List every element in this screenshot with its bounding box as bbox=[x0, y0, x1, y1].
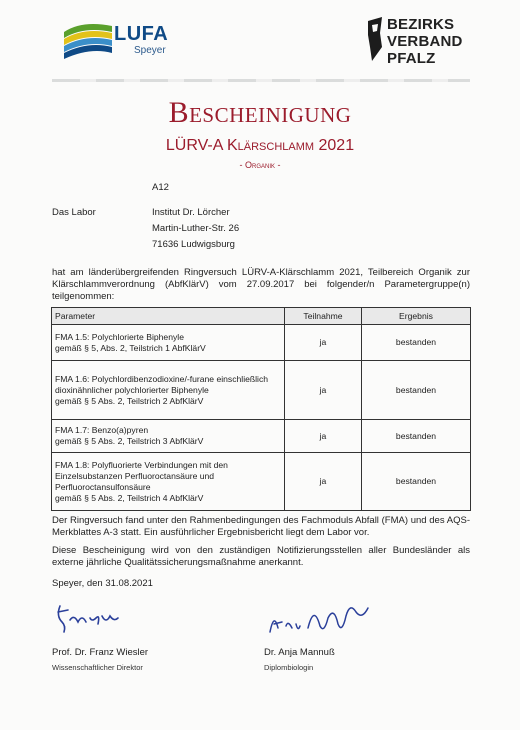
parameter-reference: gemäß § 5 Abs. 2, Teilstrich 4 AbfKlärV bbox=[55, 492, 204, 503]
header-result: Ergebnis bbox=[362, 308, 471, 325]
place-date: Speyer, den 31.08.2021 bbox=[52, 578, 153, 589]
signatory-role: Wissenschaftlicher Direktor bbox=[52, 663, 143, 672]
lufa-name: LUFA bbox=[114, 23, 169, 45]
results-table bbox=[51, 307, 471, 511]
signatory-name: Dr. Anja Mannuß bbox=[264, 647, 335, 658]
header-participation: Teilnahme bbox=[285, 308, 362, 325]
parameter-cell bbox=[52, 325, 285, 361]
parameter-name: FMA 1.7: Benzo(a)pyren bbox=[55, 425, 149, 435]
lufa-location: Speyer bbox=[134, 45, 166, 56]
intro-paragraph: hat am länderübergreifenden Ringversuch LÜRV-A-Klärschlamm 2021, Teilbereich Organik zur Klärschlammverordnung (AbfKlärV) vom 27.09.2017 bei folgender/n Parametergruppe(n) teilgenommen: bbox=[52, 267, 470, 302]
signatory-name: Prof. Dr. Franz Wiesler bbox=[52, 647, 149, 658]
table-row bbox=[52, 325, 471, 361]
result-cell: bestanden bbox=[362, 420, 471, 453]
lion-emblem-icon bbox=[366, 17, 384, 63]
parameter-name: FMA 1.5: Polychlorierte Biphenyle bbox=[55, 331, 184, 342]
signatory-role: Diplombiologin bbox=[264, 663, 314, 672]
bezirksverband-logo bbox=[366, 13, 476, 73]
document-title: Bescheinigung bbox=[168, 96, 352, 129]
participation-cell: ja bbox=[285, 420, 362, 453]
signature-wiesler bbox=[52, 600, 122, 636]
participant-code: A12 bbox=[152, 182, 169, 193]
parameter-reference: gemäß § 5 Abs. 2, Teilstrich 3 AbfKlärV bbox=[55, 436, 204, 446]
header-parameter: Parameter bbox=[52, 308, 285, 325]
header-divider bbox=[52, 79, 470, 82]
parameter-cell bbox=[52, 420, 285, 453]
lab-city: 71636 Ludwigsburg bbox=[152, 239, 235, 250]
parameter-reference: gemäß § 5 Abs. 2, Teilstrich 2 AbfKlärV bbox=[55, 395, 204, 406]
parameter-cell bbox=[52, 453, 285, 511]
participation-cell: ja bbox=[285, 361, 362, 420]
lufa-wave-icon bbox=[62, 18, 114, 62]
result-cell: bestanden bbox=[362, 325, 471, 361]
table-header-row bbox=[52, 308, 471, 325]
table-row bbox=[52, 361, 471, 420]
result-cell: bestanden bbox=[362, 361, 471, 420]
signature-mannuss bbox=[264, 598, 374, 642]
table-row bbox=[52, 420, 471, 453]
lab-street: Martin-Luther-Str. 26 bbox=[152, 223, 240, 234]
table-row bbox=[52, 453, 471, 511]
framework-paragraph: Der Ringversuch fand unter den Rahmenbedingungen des Fachmoduls Abfall (FMA) und des AQS-Merkblattes A-3 statt. Ein ausführlicher Ergebnisbericht liegt dem Labor vor. bbox=[52, 515, 470, 538]
participation-cell: ja bbox=[285, 453, 362, 511]
document-subtitle: LÜRV-A Klärschlamm 2021 bbox=[165, 137, 355, 154]
bv-line-3: PFALZ bbox=[387, 50, 436, 67]
lufa-logo bbox=[62, 18, 174, 64]
parameter-cell bbox=[52, 361, 285, 420]
parameter-name: FMA 1.8: Polyfluorierte Verbindungen mit den Einzelsubstanzen Perfluoroctansäure und Perfluoroctansulfonsäure bbox=[55, 459, 228, 492]
lab-name: Institut Dr. Lörcher bbox=[152, 207, 230, 218]
bv-line-2: VERBAND bbox=[387, 33, 463, 50]
recognition-paragraph: Diese Bescheinigung wird von den zuständigen Notifizierungsstellen aller Bundesländer als externe jährliche Qualitätssicherungsmaßnahme anerkannt. bbox=[52, 545, 470, 568]
participation-cell: ja bbox=[285, 325, 362, 361]
parameter-reference: gemäß § 5, Abs. 2, Teilstrich 1 AbfKlärV bbox=[55, 342, 206, 353]
result-cell: bestanden bbox=[362, 453, 471, 511]
parameter-name: FMA 1.6: Polychlordibenzodioxine/-furane einschließlich dioxinähnlicher polychlorierter Biphenyle bbox=[55, 373, 269, 395]
document-category: - Organik - bbox=[239, 160, 281, 170]
bv-line-1: BEZIRKS bbox=[387, 16, 455, 33]
lab-label: Das Labor bbox=[52, 207, 96, 218]
